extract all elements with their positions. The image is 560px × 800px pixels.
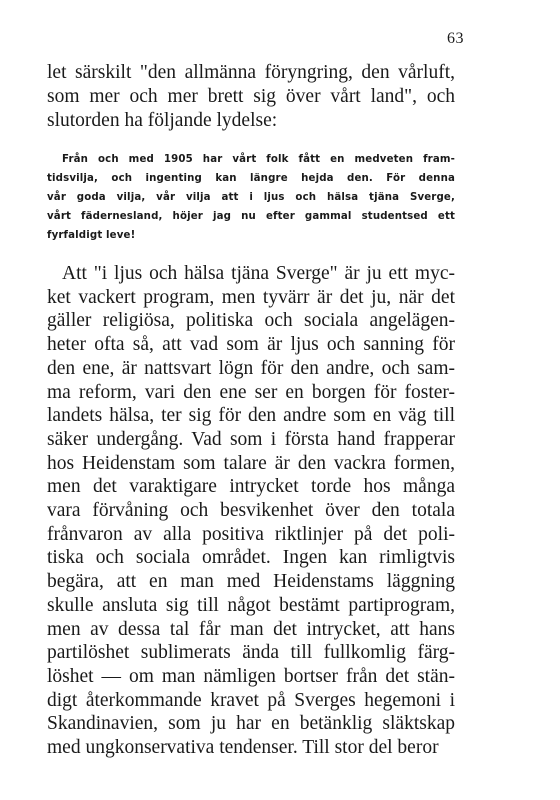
text-line: ma reform, vari den ene ser en borgen för foster- bbox=[47, 381, 455, 403]
text-line: men av dessa tal får man det intrycket, att hans bbox=[47, 618, 455, 640]
intro-paragraph bbox=[47, 61, 455, 133]
text-line: med ungkonservativa tendenser. Till stor del beror bbox=[47, 737, 439, 759]
text-line: heter ofta så, att vad som är ljus och sanning för bbox=[47, 334, 455, 356]
quote-line: Från och med 1905 har vårt folk fått en medveten fram- bbox=[62, 154, 455, 165]
text-line: säker undergång. Vad som i första hand frapperar bbox=[47, 428, 455, 450]
text-line: let särskilt "den allmänna föryngring, den vårluft, bbox=[47, 62, 455, 83]
speech-quote bbox=[47, 150, 455, 245]
text-line: partilöshet sublimerats ända till fullkomlig färg- bbox=[47, 642, 455, 664]
text-line: landets hälsa, ter sig för den andre som en väg till bbox=[47, 405, 455, 427]
text-line: löshet — om man nämligen bortser från det stän- bbox=[47, 665, 455, 687]
text-line: slutorden ha följande lydelse: bbox=[47, 110, 278, 131]
text-line: Att "i ljus och hälsa tjäna Sverge" är ju ett myc- bbox=[62, 263, 455, 284]
text-line: digt återkommande kravet på Sverges hegemoni i bbox=[47, 689, 455, 711]
text-line: den ene, är nattsvart lögn för den andre, och sam- bbox=[47, 357, 455, 379]
text-line: hos Heidenstam som talare är den vackra formen, bbox=[47, 452, 455, 474]
text-line: ket vackert program, men tyvärr är det ju, när det bbox=[47, 286, 455, 308]
body-paragraph bbox=[47, 262, 455, 760]
text-line: tiska och sociala området. Ingen kan rimligtvis bbox=[47, 547, 455, 569]
text-line: begära, att en man med Heidenstams läggning bbox=[47, 571, 455, 593]
text-line: som mer och mer brett sig över vårt land", och bbox=[47, 86, 455, 107]
quote-line: tidsvilja, och ingenting kan längre hejda den. För denna bbox=[47, 173, 455, 184]
text-line: men det varaktigare intrycket torde hos många bbox=[47, 476, 455, 498]
text-line: skulle ansluta sig till något bestämt partiprogram, bbox=[47, 594, 455, 616]
quote-line: vårt fädernesland, höjer jag nu efter gammal studentsed ett bbox=[47, 211, 455, 222]
quote-line: fyrfaldigt leve! bbox=[47, 230, 136, 241]
text-line: frånvaron av alla positiva riktlinjer på det poli- bbox=[47, 523, 455, 545]
text-line: vara förvåning och besvikenhet över den totala bbox=[47, 500, 455, 522]
text-line: gäller religiösa, politiska och sociala angelägen- bbox=[47, 310, 455, 332]
quote-line: vår goda vilja, vår vilja att i ljus och hälsa tjäna Sverge, bbox=[47, 192, 455, 203]
text-line: Skandinavien, som ju har en betänklig släktskap bbox=[47, 713, 455, 735]
page-number: 63 bbox=[447, 30, 464, 47]
